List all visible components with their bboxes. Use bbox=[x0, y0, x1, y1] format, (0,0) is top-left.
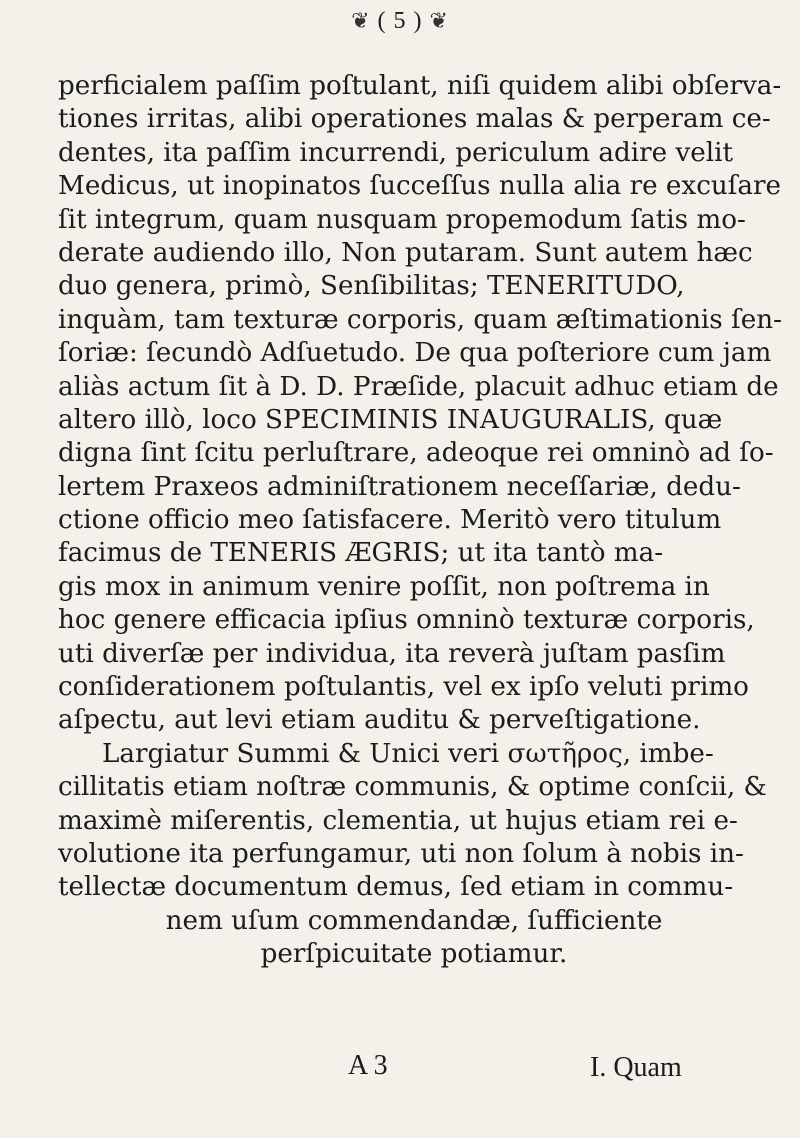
signature-mark: A 3 bbox=[348, 1050, 388, 1081]
text-line: dentes, ita paſſim incurrendi, periculum adire velit bbox=[58, 137, 734, 168]
page-header bbox=[0, 8, 800, 35]
text-line: cillitatis etiam noſtræ communis, & optime conſcii, & bbox=[58, 772, 767, 803]
text-line: inquàm, tam texturæ corporis, quam æſtimationis ſen- bbox=[58, 304, 782, 335]
text-line: uti diverſæ per individua, ita reverà juſtam pasſim bbox=[58, 638, 726, 669]
ornament-left-icon: ❦ bbox=[351, 8, 371, 33]
text-line: tiones irritas, alibi operationes malas & perperam ce- bbox=[58, 104, 771, 135]
text-line: volutione ita perfungamur, uti non ſolum à nobis in- bbox=[58, 838, 744, 869]
text-line: facimus de TENERIS ÆGRIS; ut ita tantò ma- bbox=[58, 538, 664, 569]
text-line: perficialem paſſim poſtulant, niſi quidem alibi obſerva- bbox=[58, 71, 782, 101]
text-line: digna ſint ſcitu perluſtrare, adeoque rei omninò ad ſo- bbox=[58, 438, 774, 469]
text-line: maximè miſerentis, clementia, ut hujus etiam rei e- bbox=[58, 805, 738, 836]
text-line: derate audiendo illo, Non putaram. Sunt autem hæc bbox=[58, 237, 753, 268]
text-line: Medicus, ut inopinatos ſucceſſus nulla alia re excuſare bbox=[58, 171, 782, 202]
text-line: duo genera, primò, Senſibilitas; TENERITUDO, bbox=[58, 271, 685, 302]
text-line: ſit integrum, quam nusquam propemodum ſatis mo- bbox=[58, 204, 746, 235]
text-line: conſiderationem poſtulantis, vel ex ipſo veluti primo bbox=[58, 672, 749, 703]
text-line: aſpectu, aut levi etiam auditu & perveſtigatione. bbox=[58, 705, 701, 736]
text-line: lertem Praxeos adminiſtrationem neceſſariæ, dedu- bbox=[58, 471, 741, 502]
text-line: tellectæ documentum demus, ſed etiam in commu- bbox=[58, 872, 734, 903]
ornament-right-icon: ❦ bbox=[429, 8, 449, 33]
text-line: ſoriæ: ſecundò Adſuetudo. De qua poſteriore cum jam bbox=[58, 338, 772, 369]
text-line: perſpicuitate potiamur. bbox=[260, 939, 568, 970]
page-footer bbox=[0, 1050, 800, 1100]
page-number: ( 5 ) bbox=[377, 8, 423, 34]
text-line: ctione officio meo ſatisfacere. Meritò vero titulum bbox=[58, 505, 722, 536]
text-line: gis mox in animum venire poſſit, non poſtrema in bbox=[58, 571, 710, 602]
catchword: I. Quam bbox=[590, 1052, 682, 1083]
text-line: aliàs actum ſit à D. D. Præſide, placuit adhuc etiam de bbox=[58, 371, 779, 402]
text-line: altero illò, loco SPECIMINIS INAUGURALIS, quæ bbox=[58, 404, 723, 435]
text-line: Largiatur Summi & Unici veri σωτῆρος, imbe- bbox=[102, 738, 714, 769]
body-text bbox=[58, 70, 782, 972]
text-line: nem uſum commendandæ, ſufficiente bbox=[165, 905, 663, 936]
text-line: hoc genere efficacia ipſius omninò texturæ corporis, bbox=[58, 605, 755, 636]
